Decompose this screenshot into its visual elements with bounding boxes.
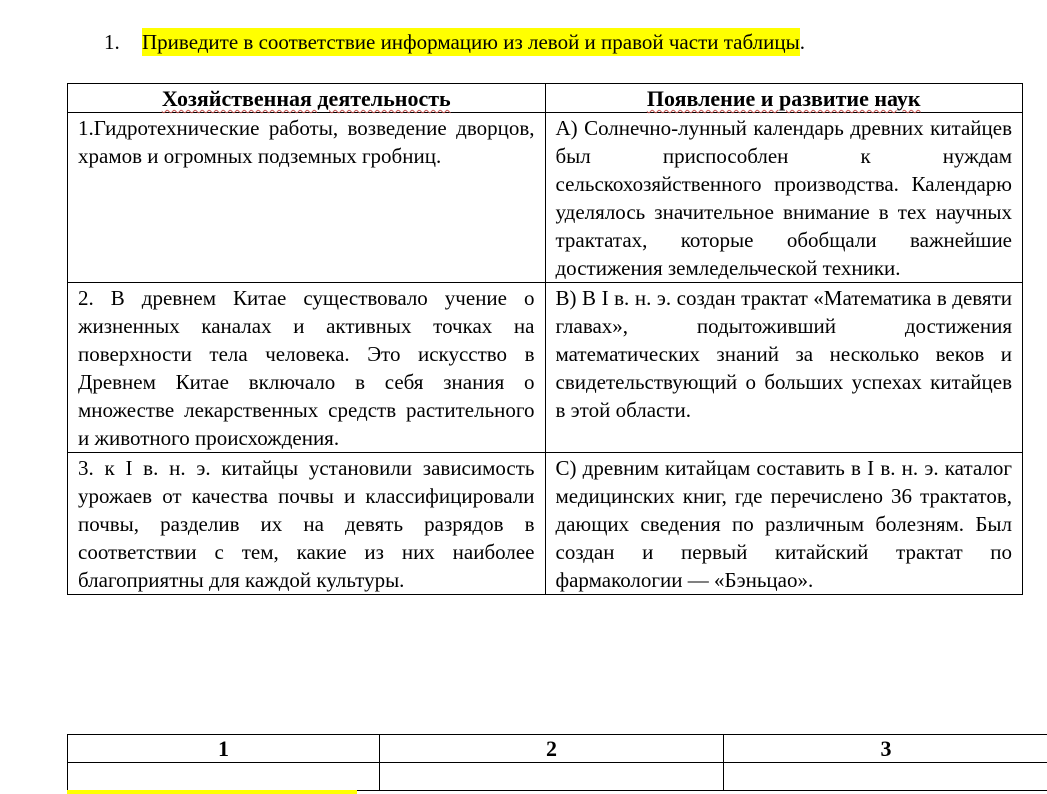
answer-header-row [68,735,1047,763]
task-text: Приведите в соответствие информацию из левой и правой части таблицы [142,30,800,54]
cell-left-2: 2. В древнем Китае существовало учение о жизненных каналах и активных точках на поверхности тела человека. Это искусство в Древнем Китае включало в себя знания о множестве лекарственных средств растительного и животного происхождения. [68,283,546,453]
cell-right-b: В) В I в. н. э. создан трактат «Математика в девяти главах», подытоживший достижения математических знаний за несколько веков и свидетельствующий о больших успехах китайцев в этой области. [545,283,1023,453]
matching-table [67,83,1023,595]
task-instruction [104,27,805,57]
table-row [68,283,1023,453]
answer-header-1: 1 [68,735,380,763]
header-row [68,84,1023,113]
answer-table [67,734,1047,791]
cell-left-1: 1.Гидротехнические работы, возведение дворцов, храмов и огромных подземных гробниц. [68,113,546,283]
table-row [68,113,1023,283]
answer-header-3: 3 [724,735,1047,763]
answer-cell-3[interactable] [724,763,1047,791]
cell-left-3: 3. к I в. н. э. китайцы установили зависимость урожаев от качества почвы и классифицировали почвы, разделив их на девять разрядов в соответствии с тем, какие из них наиболее благоприятны для каждой культуры. [68,453,546,595]
answer-input-row [68,763,1047,791]
header-right: Появление и развитие наук [545,84,1023,113]
highlight-strip [67,790,357,794]
table-row [68,453,1023,595]
header-left: Хозяйственная деятельность [68,84,546,113]
task-period: . [799,30,805,54]
task-number: 1. [104,30,120,54]
answer-cell-2[interactable] [380,763,724,791]
cell-right-a: А) Солнечно-лунный календарь древних китайцев был приспособлен к нуждам сельскохозяйственного производства. Календарю уделялось значительное внимание в тех научных трактатах, которые обобщали важнейшие достижения земледельческой техники. [545,113,1023,283]
answer-header-2: 2 [380,735,724,763]
answer-cell-1[interactable] [68,763,380,791]
cell-right-c: С) древним китайцам составить в I в. н. э. каталог медицинских книг, где перечислено 36 трактатов, дающих сведения по различным болезням. Был создан и первый китайский трактат по фармакологии — «Бэньцао». [545,453,1023,595]
